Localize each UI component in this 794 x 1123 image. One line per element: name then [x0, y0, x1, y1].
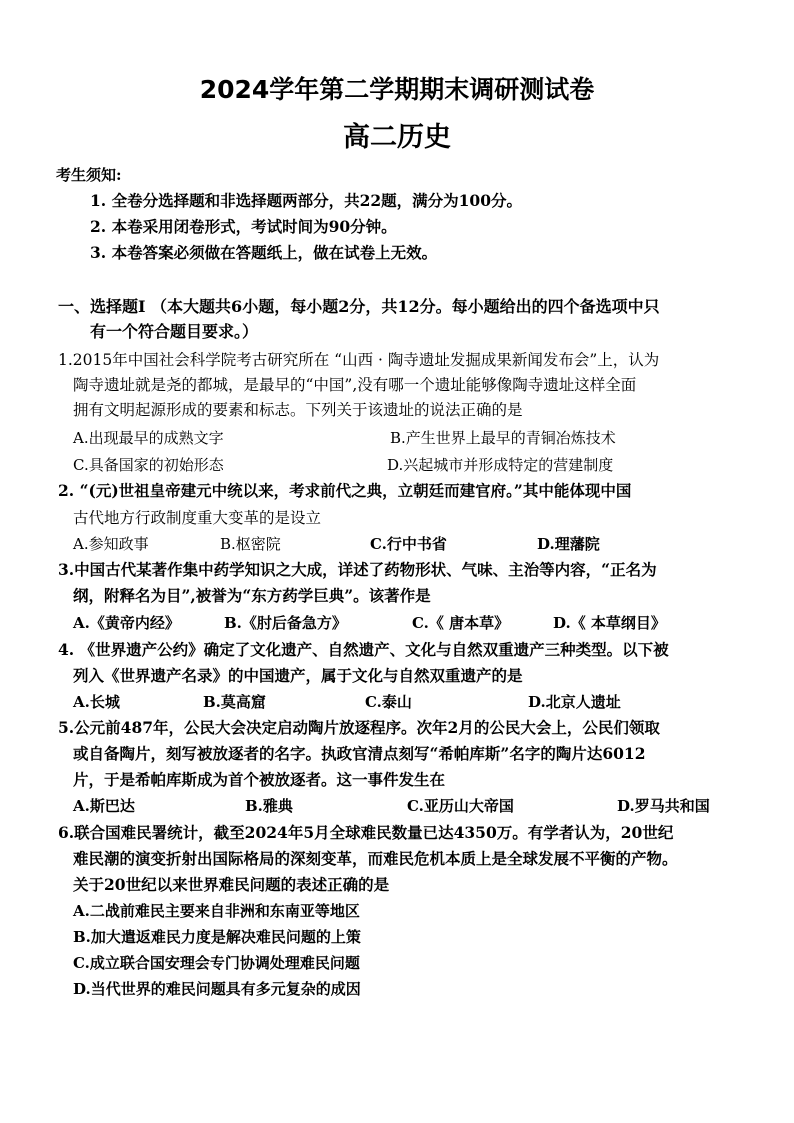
notice-item: 2. 本卷采用闭卷形式，考试时间为90分钟。: [90, 217, 397, 236]
question-text: 1.2015年中国社会科学院考古研究所在 “山西 · 陶寺遗址发掘成果新闻发布会”上，认为: [58, 351, 660, 369]
question-text: 6.联合国难民署统计，截至2024年5月全球难民数量已达4350万。有学者认为，20世纪: [58, 823, 674, 842]
question-text: 2. “(元)世祖皇帝建元中统以来，考求前代之典，立朝廷而建官府。”其中能体现中国: [58, 481, 632, 500]
notice-heading: 考生须知:: [56, 166, 122, 184]
question-text: 列入《世界遗产名录》的中国遗产，属于文化与自然双重遗产的是: [73, 666, 523, 685]
question-text: 难民潮的演变折射出国际格局的深刻变革，而难民危机本质上是全球发展不平衡的产物。: [73, 849, 678, 868]
question-text: 陶寺遗址就是尧的都城，是最早的“中国”,没有哪一个遗址能够像陶寺遗址这样全面: [73, 376, 637, 394]
exam-subject: 高二历史: [343, 122, 451, 153]
section-heading: 一、选择题I （本大题共6小题，每小题2分，共12分。每小题给出的四个备选项中只: [58, 297, 660, 316]
option-b: B.雅典: [245, 797, 293, 815]
option-a: A.出现最早的成熟文字: [73, 429, 224, 447]
option-d: D.北京人遗址: [528, 693, 621, 711]
exam-title: 2024学年第二学期期末调研测试卷: [199, 75, 595, 104]
option-c: C.成立联合国安理会专门协调处理难民问题: [73, 954, 360, 972]
question-text: 4. 《世界遗产公约》确定了文化遗产、自然遗产、文化与自然双重遗产三种类型。以下被: [58, 640, 669, 659]
question-text: 古代地方行政制度重大变革的是设立: [73, 509, 322, 527]
option-a: A.《黄帝内经》: [73, 614, 180, 632]
option-b: B.加大遣返难民力度是解决难民问题的上策: [73, 928, 361, 946]
question-text: 片，于是希帕库斯成为首个被放逐者。这一事件发生在: [73, 770, 446, 789]
question-text: 5.公元前487年，公民大会决定启动陶片放逐程序。次年2月的公民大会上，公民们领取: [58, 718, 660, 737]
option-a: A.斯巴达: [73, 797, 135, 815]
section-heading-cont: 有一个符合题目要求。）: [90, 322, 259, 341]
option-c: C.亚历山大帝国: [407, 797, 514, 815]
option-d: D.理藩院: [537, 535, 600, 553]
option-b: B.枢密院: [220, 535, 281, 553]
option-c: C.具备国家的初始形态: [73, 456, 224, 474]
notice-item: 1. 全卷分选择题和非选择题两部分，共22题，满分为100分。: [90, 191, 523, 210]
question-text: 纲，附释名为目”,被誉为“东方药学巨典”。该著作是: [73, 586, 431, 605]
option-b: B.《肘后备急方》: [224, 614, 347, 632]
option-b: B.产生世界上最早的青铜冶炼技术: [390, 429, 616, 447]
option-a: A.二战前难民主要来自非洲和东南亚等地区: [73, 902, 360, 920]
question-text: 或自备陶片，刻写被放逐者的名字。执政官清点刻写“希帕库斯”名字的陶片达6012: [73, 744, 646, 763]
option-d: D.当代世界的难民问题具有多元复杂的成因: [73, 980, 361, 998]
option-d: D.罗马共和国: [617, 797, 710, 815]
option-c: C.行中书省: [370, 535, 447, 553]
option-c: C.泰山: [365, 693, 412, 711]
question-text: 关于20世纪以来世界难民问题的表述正确的是: [73, 875, 390, 894]
question-text: 拥有文明起源形成的要素和标志。下列关于该遗址的说法正确的是: [73, 401, 523, 419]
question-text: 3.中国古代某著作集中药学知识之大成，详述了药物形状、气味、主治等内容，“正名为: [58, 560, 657, 579]
option-c: C.《 唐本草》: [412, 614, 510, 632]
option-a: A.长城: [73, 693, 120, 711]
option-b: B.莫高窟: [203, 693, 266, 711]
option-a: A.参知政事: [73, 535, 149, 553]
option-d: D.兴起城市并形成特定的营建制度: [387, 456, 614, 474]
option-d: D.《 本草纲目》: [553, 614, 666, 632]
notice-item: 3. 本卷答案必须做在答题纸上，做在试卷上无效。: [90, 243, 438, 262]
